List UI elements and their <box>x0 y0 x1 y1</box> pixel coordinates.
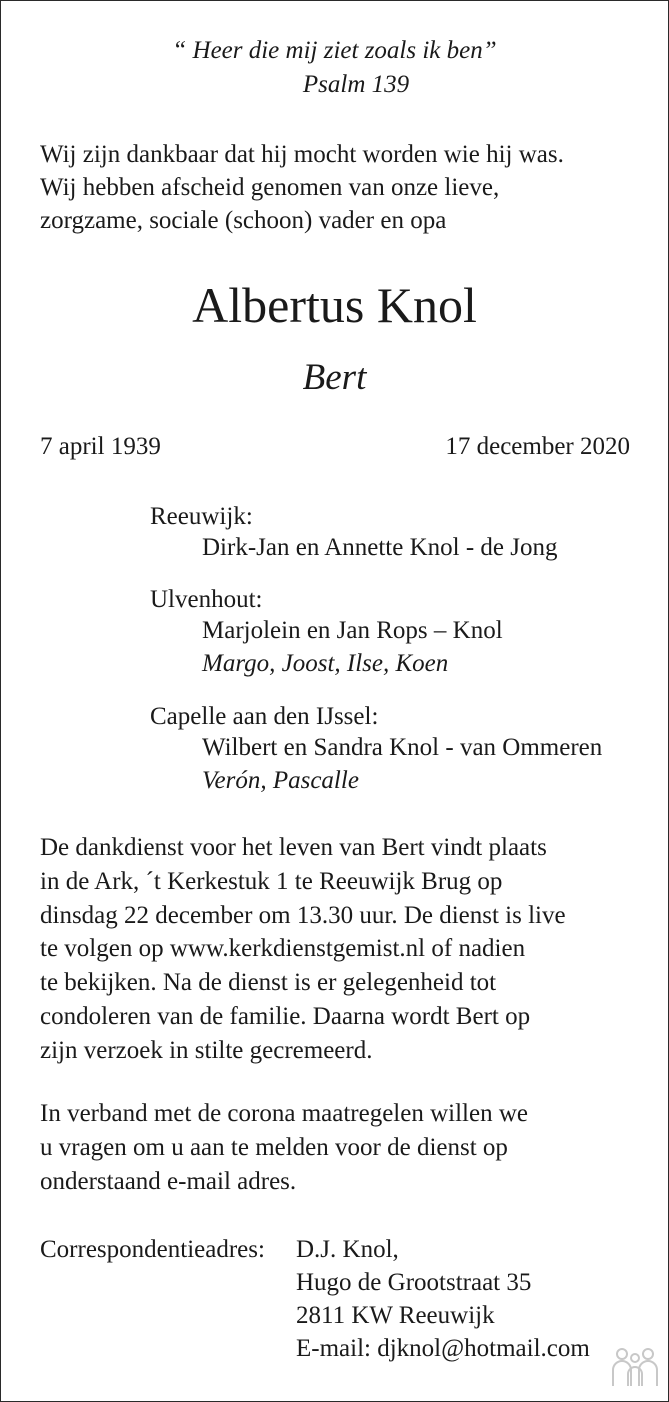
family-place: Capelle aan den IJssel: <box>150 703 379 730</box>
service-line: dinsdag 22 december om 13.30 uur. De dienst is live <box>40 901 566 929</box>
family-place: Ulvenhout: <box>150 586 263 613</box>
service-line: te bekijken. Na de dienst is er gelegenheid tot <box>40 969 497 997</box>
deceased-nickname: Bert <box>302 357 367 398</box>
address-line: 2811 KW Reeuwijk <box>296 1302 495 1329</box>
corona-line: onderstaand e-mail adres. <box>40 1167 297 1195</box>
address-line: D.J. Knol, <box>296 1236 399 1263</box>
family-names: Marjolein en Jan Rops – Knol <box>202 617 503 644</box>
psalm-reference: Psalm 139 <box>302 71 410 98</box>
intro-line: Wij zijn dankbaar dat hij mocht worden wie hij was. <box>40 141 564 168</box>
family-place: Reeuwijk: <box>150 503 253 530</box>
service-line: te volgen op www.kerkdienstgemist.nl of nadien <box>40 935 526 963</box>
corona-paragraph <box>40 1097 528 1198</box>
correspondence-address <box>296 1233 590 1365</box>
intro-line: Wij hebben afscheid genomen van onze lieve, <box>40 174 500 201</box>
intro-line: zorgzame, sociale (schoon) vader en opa <box>40 207 447 234</box>
address-line: Hugo de Grootstraat 35 <box>296 1269 532 1296</box>
people-group-icon <box>608 1346 662 1390</box>
grandchildren-names: Margo, Joost, Ilse, Koen <box>202 650 449 677</box>
service-paragraph <box>40 831 566 1068</box>
death-date: 17 december 2020 <box>445 433 630 460</box>
service-line: condoleren van de familie. Daarna wordt Bert op <box>40 1002 531 1030</box>
email-address: E-mail: djknol@hotmail.com <box>296 1335 590 1362</box>
corona-line: u vragen om u aan te melden voor de dienst op <box>40 1133 508 1161</box>
family-names: Dirk-Jan en Annette Knol - de Jong <box>202 534 558 561</box>
corona-line: In verband met de corona maatregelen willen we <box>40 1100 528 1127</box>
deceased-name: Albertus Knol <box>192 277 477 333</box>
grandchildren-names: Verón, Pascalle <box>202 767 359 794</box>
service-line: De dankdienst voor het leven van Bert vindt plaats <box>40 834 547 861</box>
service-line: in de Ark, ´t Kerkestuk 1 te Reeuwijk Brug op <box>40 867 503 895</box>
family-names: Wilbert en Sandra Knol - van Ommeren <box>202 734 603 761</box>
psalm-quote: “ Heer die mij ziet zoals ik ben” <box>172 37 497 64</box>
birth-date: 7 april 1939 <box>40 433 161 460</box>
service-line: zijn verzoek in stilte gecremeerd. <box>40 1036 373 1064</box>
intro-text <box>40 138 564 237</box>
correspondence-label: Correspondentieadres: <box>40 1236 265 1263</box>
